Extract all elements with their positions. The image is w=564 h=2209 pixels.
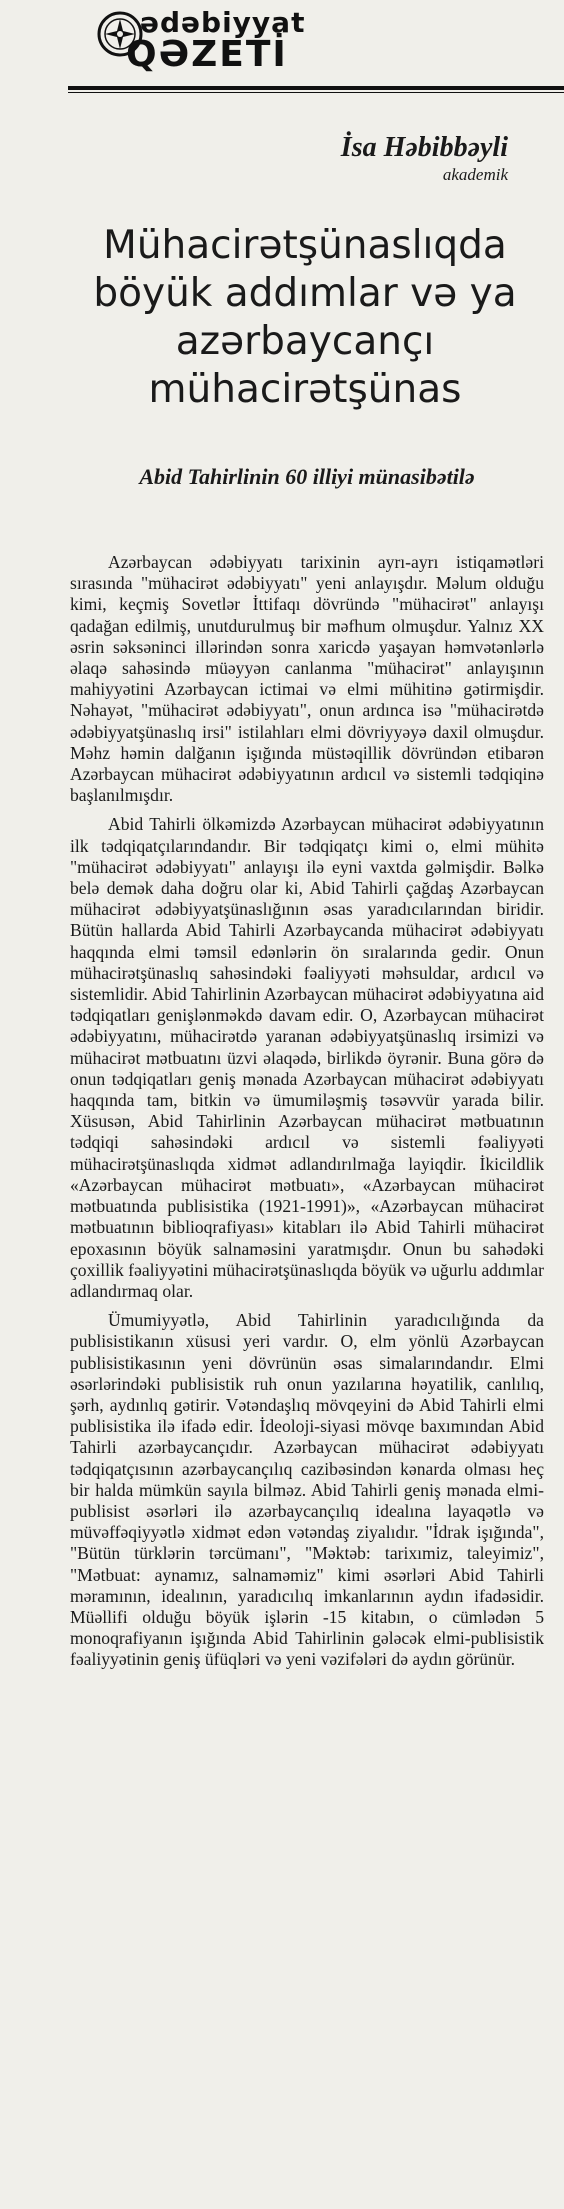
article-paragraph: Azərbaycan ədəbiyyatı tarixinin ayrı-ayrı istiqamətləri sırasında "mühacirət ədəbiyyatı" yeni anlayışdır. Məlum olduğu kimi, keçmiş Sovetlər İttifaqı dövründə "mühacirət" anlayışı qadağan edilmiş, unutdurulmuş bir məfhum olmuşdur. Yalnız XX əsrin səksəninci illərindən sonra xaricdə yaşayan həmvətənlərlə əlaqə sahəsində müəyyən canlanma "mühacirət" anlayışının mahiyyətini Azərbaycan ictimai və elmi mühitinə gətirmişdir. Nəhayət, "mühacirət ədəbiyyatı", onun ardınca isə "mühacirətdə ədəbiyyatşünaslıq irsi" istilahları elmi dövriyyəyə daxil olmuşdur. Məhz həmin dalğanın işığında müstəqillik dövründən etibarən Azərbaycan mühacirət ədəbiyyatının ardıcıl və sistemli tədqiqinə başlanılmışdır.: [70, 552, 544, 806]
author-block: [341, 132, 508, 186]
masthead-divider-thin: [68, 92, 564, 93]
masthead-logo: [96, 6, 356, 78]
article-body: [70, 552, 544, 1679]
article-paragraph: Ümumiyyətlə, Abid Tahirlinin yaradıcılığında da publisistikanın xüsusi yeri vardır. O, elm yönlü Azərbaycan publisistikasının yeni dövrünün əsas simalarındandır. Elmi əsərlərindəki publisistik ruh onun yazılarına həyatilik, canlılıq, şərh, aydınlıq gətirir. Vətəndaşlıq mövqeyini də Abid Tahirli elmi publisistika ilə ifadə edir. İdeoloji-siyasi mövqe baxımından Abid Tahirli azərbaycançıdır. Azərbaycan mühacirət ədəbiyyatı tədqiqatçısının azərbaycançılıq cazibəsindən kənarda olması heç bir halda mümkün sayıla bilməz. Abid Tahirli geniş mənada elmi-publisist əsərləri ilə azərbaycançılıq idealına layaqətlə və müvəffəqiyyətlə xidmət edən vətəndaş ziyalıdır. "İdrak işığında", "Bütün türklərin tərcümanı", "Məktəb: tarixımiz, taleyimiz", "Mətbuat: aynamız, salnaməmiz" kimi əsərləri Abid Tahirli məramının, idealının, yaradıcılıq imkanlarının aydın ifadəsidir. Müəllifi olduğu böyük işlərin -15 kitabın, o cümlədən 5 monoqrafiyanın işığında Abid Tahirlinin gələcək elmi-publisistik fəaliyyətinin geniş üfüqləri və yeni vəzifələri də aydın görünür.: [70, 1310, 544, 1670]
article-paragraph: Abid Tahirli ölkəmizdə Azərbaycan mühacirət ədəbiyyatının ilk tədqiqatçılarındandır. Bir tədqiqatçı kimi o, elmi mühitə "mühacirət ədəbiyyatı" anlayışı ilə eyni vaxtda gəlmişdir. Bəlkə belə demək daha doğru olar ki, Abid Tahirli çağdaş Azərbaycan mühacirət ədəbiyyatşünaslığının əsas yaradıcılarından biridir. Bütün hallarda Abid Tahirli Azərbaycanda mühacirət ədəbiyyatı haqqında elmi təmsil edənlərin ön sıralarında gedir. Onun mühacirətşünaslıq sahəsindəki fəaliyyəti məhsuldar, ardıcıl və sistemlidir. Abid Tahirlinin Azərbaycan mühacirət ədəbiyyatına aid tədqiqatları genişlənməkdə davam edir. O, Azərbaycan mühacirət ədəbiyyatını, mühacirətdə yaranan ədəbiyyatşünaslıq irsimizi və mühacirət mətbuatını üzvi əlaqədə, birlikdə öyrənir. Buna görə də onun tədqiqatları geniş mənada Azərbaycan mühacirət ədəbiyyatı haqqında tam, bitkin və ümumiləşmiş təsəvvür yarada bilir. Xüsusən, Abid Tahirlinin Azərbaycan mühacirət mətbuatının tədqiqi sahəsindəki ardıcıl və sistemli fəaliyyəti mühacirətşünaslıqda xidmət adlandırılmağa layiqdir. İkicildlik «Azərbaycan mühacirət mətbuatı», «Azərbaycan mühacirət mətbuatında publisistika (1921-1991)», «Azərbaycan mühacirət mətbuatının biblioqrafiyası» kitabları ilə Abid Tahirli mühacirət epoxasının böyük salnaməsini yaratmışdır. Onun bu sahədəki çoxillik fəaliyyətini mühacirətşünaslıqda böyük və uğurlu addımlar adlandırmaq olar.: [70, 814, 544, 1301]
article-subtitle: Abid Tahirlinin 60 illiyi münasibətilə: [139, 464, 475, 489]
author-title: akademik: [442, 165, 508, 184]
article-headline: Mühacirətşünaslıqda böyük addımlar və ya azərbaycançı mühacirətşünas: [93, 223, 517, 412]
masthead-line1: ədəbiyyat: [140, 6, 306, 39]
author-name: İsa Həbibbəyli: [340, 132, 508, 163]
masthead-line2: QƏZETİ: [126, 34, 288, 75]
masthead-divider: [68, 86, 564, 90]
